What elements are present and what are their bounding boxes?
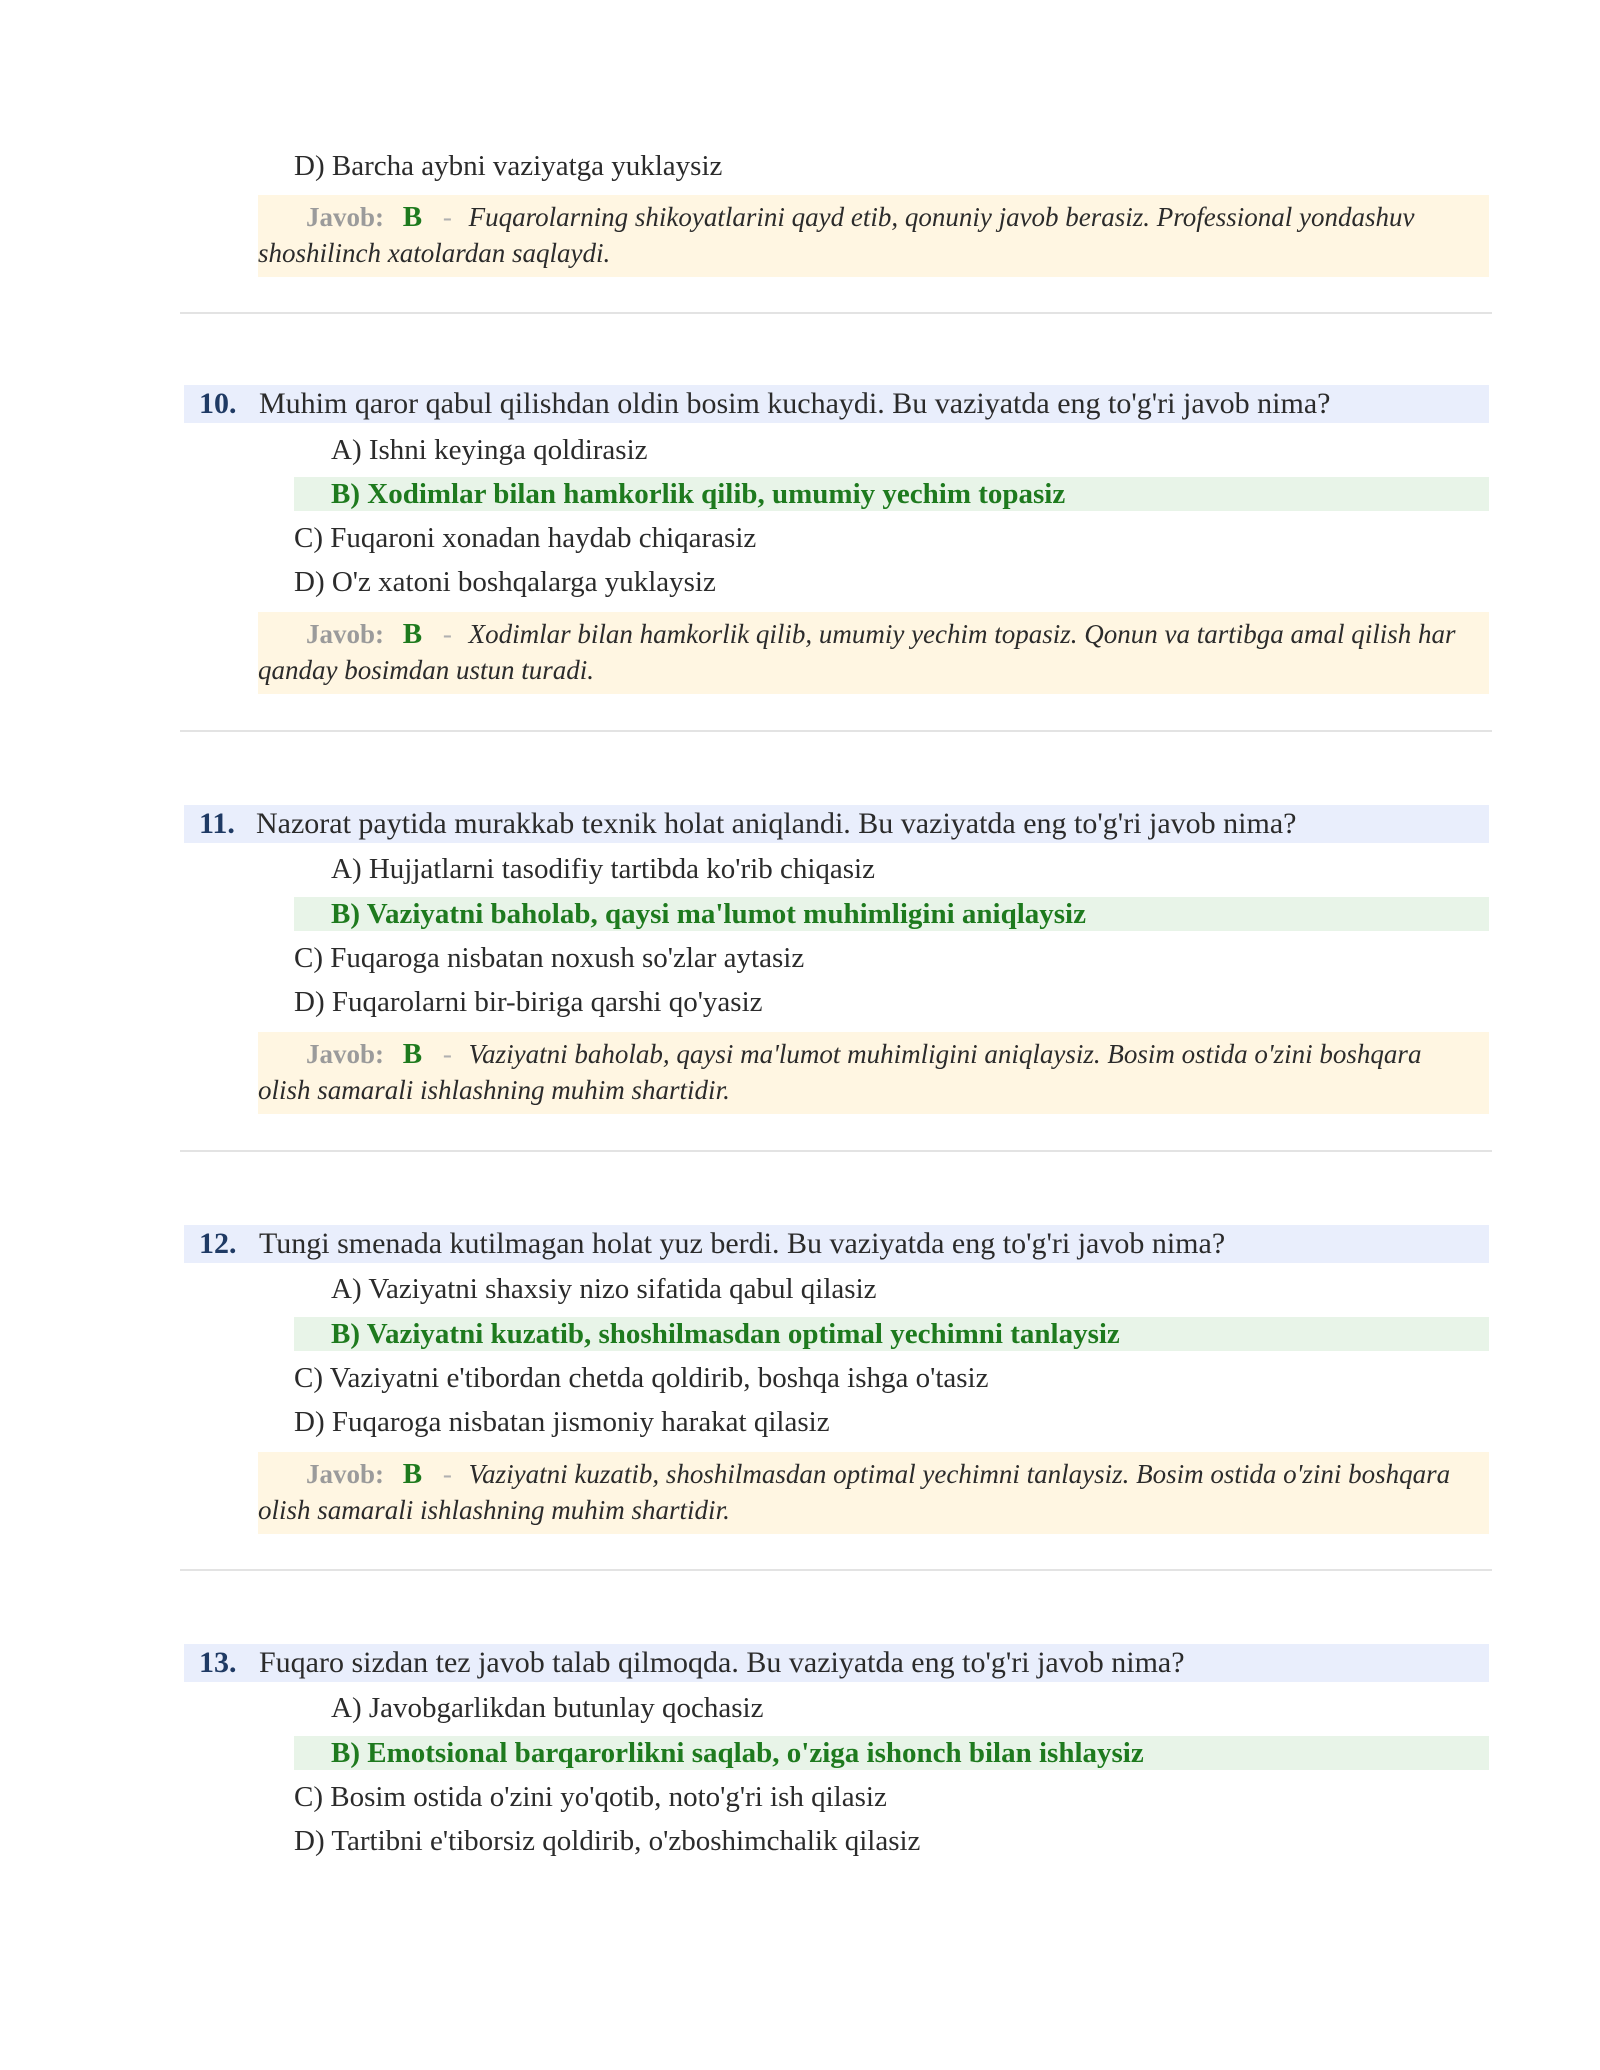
answer-explanation: Vaziyatni kuzatib, shoshilmasdan optimal yechimni tanlaysiz. Bosim ostida o'zini boshqara olish samarali ishlashning muhim shartidir. — [258, 1459, 1451, 1525]
divider — [180, 730, 1492, 732]
answer-box — [258, 1032, 1489, 1114]
option-d: D) Barcha aybni vaziyatga yuklaysiz — [294, 150, 723, 182]
option-d: D) O'z xatoni boshqalarga yuklaysiz — [294, 566, 716, 598]
answer-box — [258, 1452, 1489, 1534]
answer-box — [258, 612, 1489, 694]
question-text: Nazorat paytida murakkab texnik holat aniqlandi. Bu vaziyatda eng to'g'ri javob nima? — [256, 807, 1297, 840]
option-c: C) Vaziyatni e'tibordan chetda qoldirib, boshqa ishga o'tasiz — [294, 1362, 989, 1394]
divider — [180, 1150, 1492, 1152]
option-b-correct: B) Vaziyatni kuzatib, shoshilmasdan optimal yechimni tanlaysiz — [294, 1317, 1489, 1351]
option-c: C) Fuqaroni xonadan haydab chiqarasiz — [294, 522, 757, 554]
option-a: A) Vaziyatni shaxsiy nizo sifatida qabul qilasiz — [331, 1273, 877, 1305]
option-b-correct: B) Emotsional barqarorlikni saqlab, o'ziga ishonch bilan ishlaysiz — [294, 1736, 1489, 1770]
answer-explanation: Vaziyatni baholab, qaysi ma'lumot muhimligini aniqlaysiz. Bosim ostida o'zini boshqara olish samarali ishlashning muhim shartidir. — [258, 1039, 1422, 1105]
question-text: Muhim qaror qabul qilishdan oldin bosim kuchaydi. Bu vaziyatda eng to'g'ri javob nima? — [259, 387, 1331, 420]
answer-dash: - — [442, 202, 452, 232]
option-b-correct: B) Xodimlar bilan hamkorlik qilib, umumiy yechim topasiz — [294, 477, 1489, 511]
answer-dash: - — [442, 619, 452, 649]
option-d: D) Fuqarolarni bir-biriga qarshi qo'yasiz — [294, 986, 763, 1018]
answer-label: Javob: — [306, 202, 385, 232]
option-d: D) Fuqaroga nisbatan jismoniy harakat qilasiz — [294, 1406, 830, 1438]
question-text: Fuqaro sizdan tez javob talab qilmoqda. Bu vaziyatda eng to'g'ri javob nima? — [259, 1646, 1185, 1679]
divider — [180, 312, 1492, 314]
question-row — [184, 805, 1489, 843]
answer-explanation: Xodimlar bilan hamkorlik qilib, umumiy yechim topasiz. Qonun va tartibga amal qilish har qanday bosimdan ustun turadi. — [258, 619, 1456, 685]
answer-explanation: Fuqarolarning shikoyatlarini qayd etib, qonuniy javob berasiz. Professional yondashuv shoshilinch xatolardan saqlaydi. — [258, 202, 1415, 268]
question-row — [184, 385, 1489, 423]
question-number: 10. — [199, 387, 237, 420]
option-b-correct: B) Vaziyatni baholab, qaysi ma'lumot muhimligini aniqlaysiz — [294, 897, 1489, 931]
option-a: A) Hujjatlarni tasodifiy tartibda ko'rib chiqasiz — [331, 853, 875, 885]
answer-letter: B — [402, 1458, 423, 1490]
divider — [180, 1569, 1492, 1571]
option-c: C) Fuqaroga nisbatan noxush so'zlar aytasiz — [294, 942, 805, 974]
answer-dash: - — [442, 1039, 452, 1069]
option-c: C) Bosim ostida o'zini yo'qotib, noto'g'ri ish qilasiz — [294, 1781, 887, 1813]
answer-letter: B — [402, 201, 423, 233]
question-number: 12. — [199, 1227, 237, 1260]
answer-label: Javob: — [306, 1459, 385, 1489]
question-row — [184, 1644, 1489, 1682]
question-number: 13. — [199, 1646, 237, 1679]
question-number: 11. — [199, 807, 235, 840]
option-a: A) Ishni keyinga qoldirasiz — [331, 434, 648, 466]
answer-dash: - — [442, 1459, 452, 1489]
answer-label: Javob: — [306, 619, 385, 649]
answer-letter: B — [402, 1038, 423, 1070]
option-d: D) Tartibni e'tiborsiz qoldirib, o'zboshimchalik qilasiz — [294, 1825, 921, 1857]
question-row — [184, 1225, 1489, 1263]
answer-letter: B — [402, 618, 423, 650]
answer-label: Javob: — [306, 1039, 385, 1069]
option-a: A) Javobgarlikdan butunlay qochasiz — [331, 1692, 764, 1724]
answer-box — [258, 195, 1489, 277]
question-text: Tungi smenada kutilmagan holat yuz berdi. Bu vaziyatda eng to'g'ri javob nima? — [259, 1227, 1226, 1260]
